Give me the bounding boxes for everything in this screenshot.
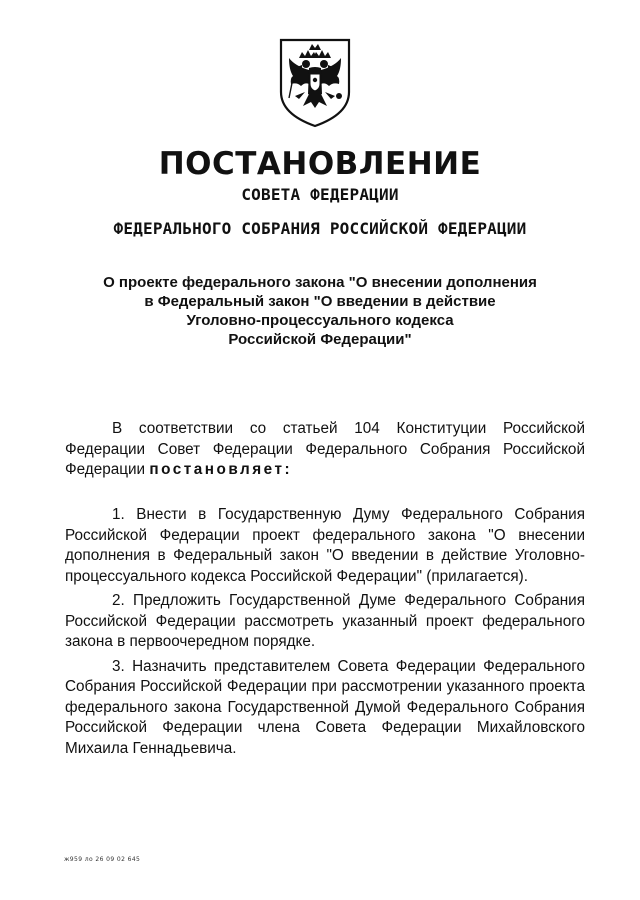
print-code: ж959 ло 26 09 02 645	[64, 856, 141, 863]
preamble	[65, 419, 585, 481]
preamble-paragraph	[65, 419, 585, 481]
subject-line: в Федеральный закон "О введении в действие	[144, 293, 496, 310]
subject-line: Российской Федерации"	[228, 331, 412, 348]
issuer-assembly: ФЕДЕРАЛЬНОГО СОБРАНИЯ РОССИЙСКОЙ ФЕДЕРАЦИИ	[113, 219, 527, 238]
document-subject	[60, 273, 580, 349]
preamble-text: В соответствии со статьей 104 Конституции Российской Федерации Совет Федерации Федерального Собрания Российской Федерации	[65, 420, 585, 478]
document-type-title: ПОСТАНОВЛЕНИЕ	[158, 146, 482, 182]
issuer-council: СОВЕТА ФЕДЕРАЦИИ	[241, 185, 399, 204]
resolution-item: 1. Внести в Государственную Думу Федерального Собрания Российской Федерации проект федерального закона "О внесении дополнения в Федеральный закон "О введении в действие Уголовно-процессуального кодекса Российской Федерации" (прилагается).	[65, 506, 585, 585]
subject-line: Уголовно-процессуального кодекса	[186, 312, 454, 329]
subject-line: О проекте федерального закона "О внесении дополнения	[103, 274, 537, 291]
resolution-item: 2. Предложить Государственной Думе Федерального Собрания Российской Федерации рассмотреть указанный проект федерального закона в первоочередном порядке.	[65, 592, 585, 650]
resolution-items	[65, 505, 585, 763]
resolution-item: 3. Назначить представителем Совета Федерации Федерального Собрания Российской Федерации при рассмотрении указанного проекта федерального закона Государственной Думой Федерального Собрания Российской Федерации члена Совета Федерации Михайловского Михаила Геннадьевича.	[65, 657, 585, 757]
russian-coat-of-arms-icon	[275, 36, 355, 128]
resolution-verb: постановляет:	[149, 461, 293, 478]
